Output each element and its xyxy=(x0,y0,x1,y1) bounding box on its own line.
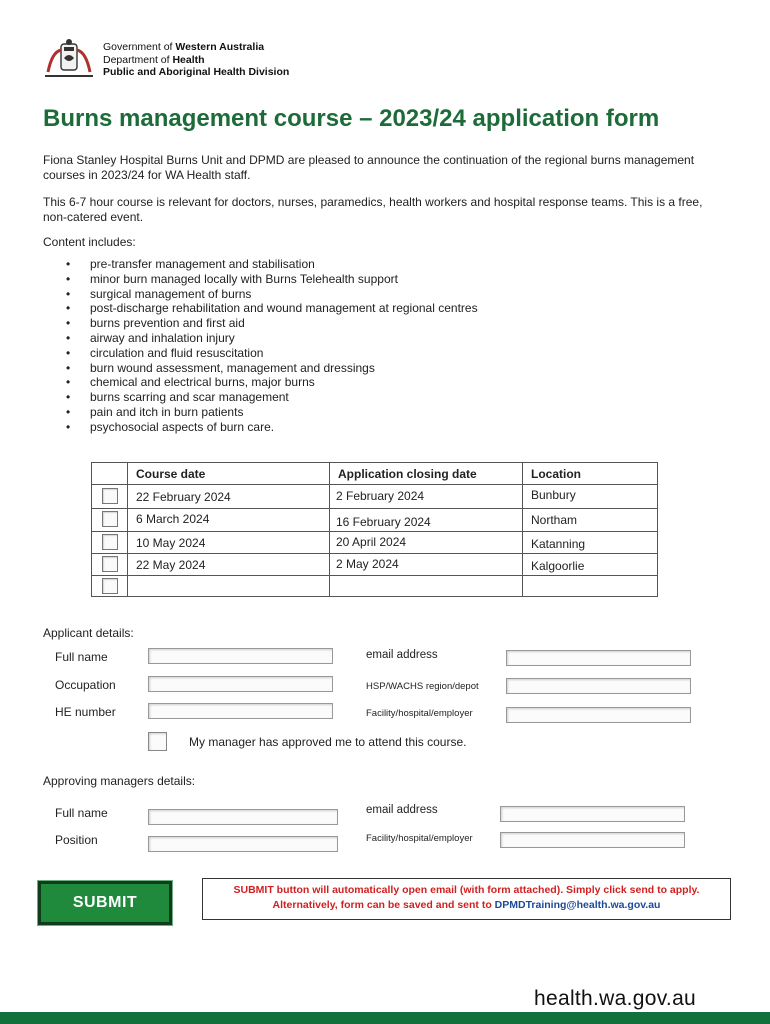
intro-paragraph: Fiona Stanley Hospital Burns Unit and DPMD are pleased to announce the continuation of the regional burns management courses in 2023/24 for WA Health staff. xyxy=(43,153,695,182)
table-cell: Bunbury xyxy=(531,488,576,502)
applicant-heading: Applicant details: xyxy=(43,626,134,640)
list-item: • burn wound assessment, management and dressings xyxy=(52,361,478,376)
table-cell: 16 February 2024 xyxy=(336,515,431,529)
applicant-email-input[interactable] xyxy=(506,650,691,666)
full-name-label: Full name xyxy=(55,650,108,664)
content-heading: Content includes: xyxy=(43,235,136,249)
occupation-label: Occupation xyxy=(55,678,116,692)
course-checkbox[interactable] xyxy=(102,511,118,527)
submit-note-email[interactable]: DPMDTraining@health.wa.gov.au xyxy=(494,899,661,911)
applicant-region-input[interactable] xyxy=(506,678,691,694)
list-item: • circulation and fluid resuscitation xyxy=(52,346,478,361)
manager-facility-label: Facility/hospital/employer xyxy=(366,833,473,844)
manager-full-name-label: Full name xyxy=(55,806,108,820)
applicant-he-number-input[interactable] xyxy=(148,703,333,719)
submit-button[interactable]: SUBMIT xyxy=(38,881,172,925)
header-location: Location xyxy=(531,467,581,481)
table-cell: 10 May 2024 xyxy=(136,536,206,550)
gov-line2-prefix: Department of xyxy=(103,53,170,66)
header-closing-date: Application closing date xyxy=(338,467,477,481)
gov-line1-bold: Western Australia xyxy=(175,41,265,53)
table-cell: 22 February 2024 xyxy=(136,490,231,504)
table-cell: Katanning xyxy=(531,537,586,551)
course-description: This 6-7 hour course is relevant for doctors, nurses, paramedics, health workers and hospital response teams. This is a free, non-catered event. xyxy=(43,195,703,224)
manager-approval-checkbox[interactable] xyxy=(148,732,167,751)
table-cell: Northam xyxy=(531,513,578,527)
he-number-label: HE number xyxy=(55,705,116,719)
table-cell: Kalgoorlie xyxy=(531,559,585,573)
manager-facility-input[interactable] xyxy=(500,832,685,848)
gov-line3: Public and Aboriginal Health Division xyxy=(103,66,290,78)
table-cell: 2 February 2024 xyxy=(336,489,425,503)
list-item: • surgical management of burns xyxy=(52,287,478,302)
wa-government-crest-icon xyxy=(40,38,98,80)
email-label: email address xyxy=(366,649,438,661)
region-label: HSP/WACHS region/depot xyxy=(366,681,479,692)
submit-note-text: SUBMIT button will automatically open email (with form attached). Simply click send to apply. Alternatively, form can be saved and sent to xyxy=(233,884,700,911)
course-checkbox[interactable] xyxy=(102,488,118,504)
facility-label: Facility/hospital/employer xyxy=(366,708,473,719)
list-item: • pre-transfer management and stabilisation xyxy=(52,257,478,272)
manager-approval-label: My manager has approved me to attend this course. xyxy=(189,735,467,749)
list-item: • post-discharge rehabilitation and wound management at regional centres xyxy=(52,301,478,316)
table-cell: 20 April 2024 xyxy=(336,535,407,549)
submit-note xyxy=(202,878,731,920)
footer-url[interactable]: health.wa.gov.au xyxy=(534,987,697,1010)
gov-line2-bold: Health xyxy=(172,53,205,66)
course-checkbox[interactable] xyxy=(102,556,118,572)
gov-line1-prefix: Government of xyxy=(103,41,173,53)
manager-full-name-input[interactable] xyxy=(148,809,338,825)
applicant-facility-input[interactable] xyxy=(506,707,691,723)
list-item: • minor burn managed locally with Burns Telehealth support xyxy=(52,272,478,287)
applicant-full-name-input[interactable] xyxy=(148,648,333,664)
table-cell: 22 May 2024 xyxy=(136,558,206,572)
course-checkbox[interactable] xyxy=(102,534,118,550)
course-dates-table xyxy=(91,462,658,597)
course-checkbox[interactable] xyxy=(102,578,118,594)
manager-email-label: email address xyxy=(366,804,438,816)
footer-bar xyxy=(0,1012,770,1024)
applicant-occupation-input[interactable] xyxy=(148,676,333,692)
list-item: • pain and itch in burn patients xyxy=(52,405,478,420)
government-branding xyxy=(103,41,289,79)
header-course-date: Course date xyxy=(136,467,206,481)
table-cell: 6 March 2024 xyxy=(136,512,210,526)
list-item: • burns prevention and first aid xyxy=(52,316,478,331)
content-list xyxy=(52,257,478,435)
list-item: • psychosocial aspects of burn care. xyxy=(52,420,478,435)
list-item: • chemical and electrical burns, major burns xyxy=(52,375,478,390)
manager-email-input[interactable] xyxy=(500,806,685,822)
manager-position-input[interactable] xyxy=(148,836,338,852)
list-item: • airway and inhalation injury xyxy=(52,331,478,346)
manager-position-label: Position xyxy=(55,833,98,847)
list-item: • burns scarring and scar management xyxy=(52,390,478,405)
manager-heading: Approving managers details: xyxy=(43,774,196,788)
table-cell: 2 May 2024 xyxy=(336,557,399,571)
page-title: Burns management course – 2023/24 application form xyxy=(43,105,660,132)
